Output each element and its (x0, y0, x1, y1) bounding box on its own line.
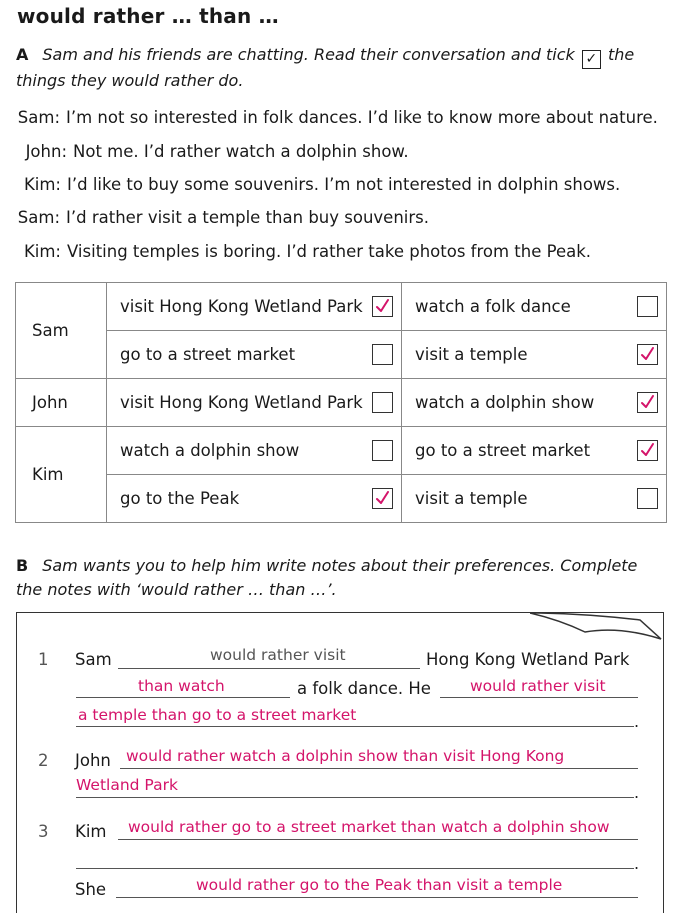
checkbox[interactable] (372, 488, 393, 509)
option-cell (402, 475, 667, 523)
checkbox[interactable] (372, 440, 393, 461)
answer-text: would rather visit (470, 677, 606, 695)
answer-text: would rather watch a dolphin show than visit Hong Kong (126, 747, 565, 765)
answer-text: would rather go to a street market than watch a dolphin show (128, 818, 610, 836)
answer-line[interactable] (76, 726, 634, 727)
answer-line[interactable] (76, 868, 634, 869)
item-name: Kim (75, 822, 107, 841)
option-text: visit a temple (415, 489, 528, 508)
check-icon (638, 393, 657, 412)
check-icon (638, 441, 657, 460)
speaker: Kim: (23, 242, 61, 261)
checkbox[interactable] (637, 344, 658, 365)
item-number: 2 (38, 751, 49, 770)
part-a-letter: A (16, 45, 29, 64)
speaker: Kim: (23, 175, 61, 194)
name-cell: John (16, 379, 107, 427)
dialogue-text: Not me. I’d rather watch a dolphin show. (73, 142, 409, 161)
answer-text: would rather go to the Peak than visit a temple (196, 876, 563, 894)
part-b-instructions (16, 554, 656, 602)
checkbox[interactable] (372, 392, 393, 413)
option-text: watch a folk dance (415, 297, 571, 316)
option-text: visit Hong Kong Wetland Park (120, 297, 363, 316)
dialogue-line (7, 142, 409, 161)
option-cell (402, 331, 667, 379)
period: . (634, 712, 640, 731)
speaker: Sam: (17, 108, 60, 127)
part-a-instr-line2: things they would rather do. (16, 71, 244, 90)
option-text: visit a temple (415, 345, 528, 364)
answer-line[interactable] (76, 797, 634, 798)
preferences-table (15, 282, 667, 523)
option-cell (107, 475, 402, 523)
answer-line[interactable] (120, 768, 638, 769)
part-a-instr-after: the (607, 45, 635, 64)
part-b-instr-line2: the notes with ‘would rather … than …’. (16, 580, 337, 599)
option-cell (402, 379, 667, 427)
option-text: watch a dolphin show (415, 393, 595, 412)
answer-line[interactable] (76, 697, 290, 698)
page-title: would rather … than … (17, 4, 279, 28)
dialogue-line (1, 175, 620, 194)
answer-text: Wetland Park (76, 776, 178, 794)
check-icon (373, 489, 392, 508)
option-text: go to a street market (415, 441, 591, 460)
option-cell (107, 283, 402, 331)
part-b-instr-text: Sam wants you to help him write notes about their preferences. Complete (42, 556, 638, 575)
option-cell (402, 283, 667, 331)
item-name: John (75, 751, 111, 770)
option-text: go to a street market (120, 345, 296, 364)
speaker: Sam: (17, 208, 60, 227)
option-cell (107, 427, 402, 475)
dialogue-line (0, 208, 429, 227)
item-name: Sam (75, 650, 112, 669)
answer-line[interactable] (118, 839, 638, 840)
checkbox[interactable] (637, 296, 658, 317)
period: . (634, 783, 640, 802)
answer-text: than watch (138, 677, 225, 695)
dialogue-text: I’d like to buy some souvenirs. I’m not interested in dolphin shows. (67, 175, 621, 194)
checkbox[interactable] (372, 344, 393, 365)
check-icon (373, 297, 392, 316)
period: . (634, 854, 640, 873)
name-cell: Sam (16, 283, 107, 379)
tick-example-icon: ✓ (582, 50, 601, 69)
speaker: John: (25, 142, 67, 161)
dialogue-text: Visiting temples is boring. I’d rather take photos from the Peak. (67, 242, 592, 261)
part-a-instr-text: Sam and his friends are chatting. Read their conversation and tick (42, 45, 575, 64)
option-cell (402, 427, 667, 475)
option-text: watch a dolphin show (120, 441, 300, 460)
option-cell (107, 379, 402, 427)
answer-line[interactable] (118, 668, 420, 669)
prompt-text: She (75, 880, 107, 899)
option-text: go to the Peak (120, 489, 240, 508)
item-number: 3 (38, 822, 49, 841)
check-icon (638, 345, 657, 364)
dialogue-line (1, 242, 591, 261)
item-number: 1 (38, 650, 49, 669)
checkbox[interactable] (637, 440, 658, 461)
dialogue-text: I’m not so interested in folk dances. I’d like to know more about nature. (66, 108, 658, 127)
answer-text: would rather visit (210, 646, 346, 664)
prompt-text: a folk dance. He (297, 679, 431, 698)
option-cell (107, 331, 402, 379)
checkbox[interactable] (372, 296, 393, 317)
option-text: visit Hong Kong Wetland Park (120, 393, 363, 412)
answer-text: a temple than go to a street market (78, 706, 357, 724)
part-a-instructions (16, 43, 656, 93)
checkbox[interactable] (637, 488, 658, 509)
checkbox[interactable] (637, 392, 658, 413)
page-curl-icon (530, 606, 670, 646)
dialogue-line (0, 108, 658, 127)
answer-line[interactable] (116, 897, 638, 898)
answer-line[interactable] (440, 697, 638, 698)
prompt-text: Hong Kong Wetland Park (426, 650, 630, 669)
part-b-letter: B (16, 556, 29, 575)
name-cell: Kim (16, 427, 107, 523)
dialogue-text: I’d rather visit a temple than buy souvenirs. (66, 208, 429, 227)
